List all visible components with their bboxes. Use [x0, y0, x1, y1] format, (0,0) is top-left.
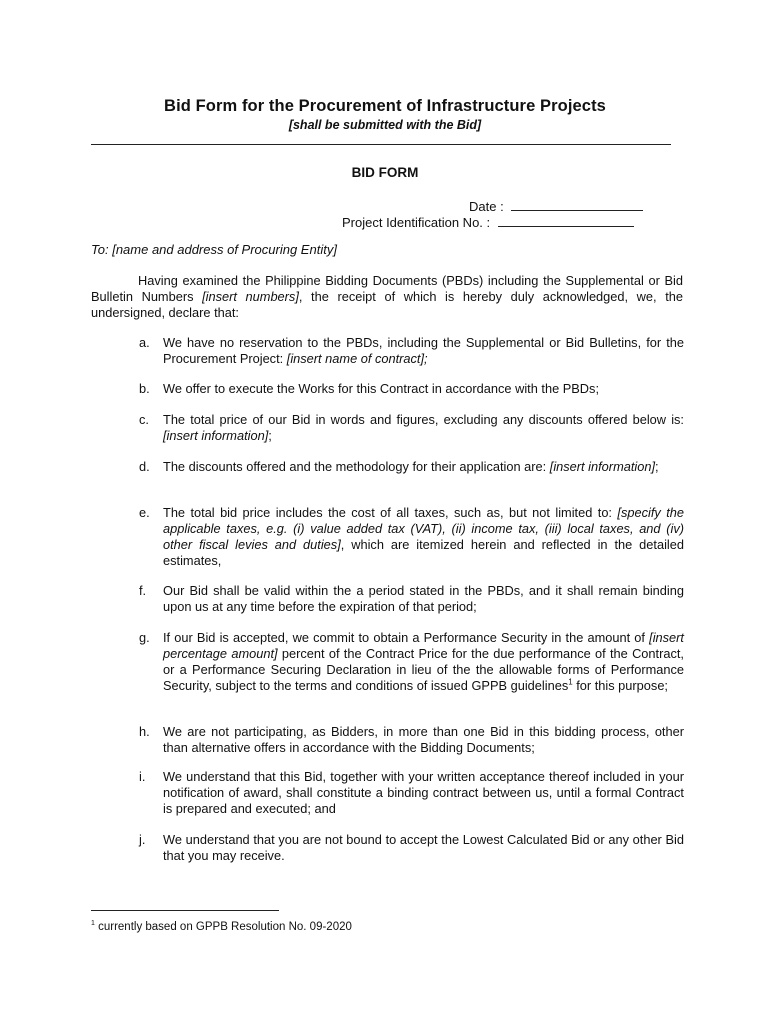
- list-item-i: [139, 769, 684, 817]
- item-letter: e.: [139, 505, 150, 520]
- footnote-divider: [91, 910, 279, 911]
- intro-paragraph: [91, 273, 683, 321]
- item-italic: [insert information]: [163, 428, 269, 443]
- footnote-ref: 1: [568, 677, 573, 687]
- item-text: The total price of our Bid in words and figures, excluding any discounts offered below is:: [163, 412, 684, 427]
- list-item-f: [139, 583, 684, 615]
- list-item-e: [139, 505, 684, 569]
- item-text: We understand that this Bid, together with your written acceptance thereof included in your notification of award, shall constitute a binding contract between us, until a formal Contract is prepared and executed; and: [163, 769, 684, 816]
- project-id-label: Project Identification No. :: [342, 215, 491, 230]
- item-text-end: for this purpose;: [572, 678, 668, 693]
- item-text: The discounts offered and the methodology for their application are:: [163, 459, 550, 474]
- list-item-c: [139, 412, 684, 444]
- item-letter: g.: [139, 630, 150, 645]
- item-italic: [specify the applicable taxes, e.g. (i) value added tax (VAT), (ii) income tax, (iii) local taxes, and (iv) other fiscal levies and duties]: [163, 505, 684, 552]
- date-label: Date :: [469, 199, 504, 214]
- item-text: The total bid price includes the cost of all taxes, such as, but not limited to:: [163, 505, 618, 520]
- date-field: [469, 199, 643, 214]
- intro-text-1: Having examined the Philippine Bidding Documents (PBDs) including the Supplemental or Bid Bulletin Numbers: [91, 273, 683, 304]
- footnote: [91, 921, 352, 933]
- item-letter: j.: [139, 832, 146, 847]
- footnote-text: currently based on GPPB Resolution No. 09-2020: [94, 921, 352, 933]
- item-text-mid: percent of the Contract Price for the due performance of the Contract, or a Performance Securing Declaration in lieu of the the allowable forms of Performance Security, subject to the terms and conditions of issued GPPB guidelines: [163, 646, 684, 693]
- footnote-number: 1: [91, 920, 95, 928]
- item-letter: i.: [139, 769, 146, 784]
- list-item-b: [139, 381, 684, 397]
- list-item-d: [139, 459, 684, 475]
- bid-form-heading: BID FORM: [351, 165, 419, 180]
- item-text: Our Bid shall be valid within the a period stated in the PBDs, and it shall remain binding upon us at any time before the expiration of that period;: [163, 583, 684, 614]
- project-id-blank: [498, 215, 634, 227]
- list-item-g: [139, 630, 684, 694]
- item-letter: b.: [139, 381, 150, 396]
- list-item-a: [139, 335, 684, 367]
- item-text: We understand that you are not bound to accept the Lowest Calculated Bid or any other Bid that you may receive.: [163, 832, 684, 863]
- project-id-field: [342, 215, 634, 230]
- title-divider: [91, 144, 671, 145]
- item-text: We are not participating, as Bidders, in more than one Bid in this bidding process, other than alternative offers in accordance with the Bidding Documents;: [163, 724, 684, 755]
- list-item-h: [139, 724, 684, 756]
- item-italic: [insert percentage amount]: [163, 630, 684, 661]
- addressee-line: To: [name and address of Procuring Entity]: [91, 242, 337, 257]
- item-letter: d.: [139, 459, 150, 474]
- date-blank: [511, 199, 643, 211]
- item-italic: [insert name of contract];: [286, 351, 428, 366]
- list-item-j: [139, 832, 684, 864]
- item-letter: h.: [139, 724, 150, 739]
- item-letter: c.: [139, 412, 149, 427]
- document-subtitle: [shall be submitted with the Bid]: [288, 118, 482, 132]
- item-letter: a.: [139, 335, 150, 350]
- item-text-end: ;: [655, 459, 659, 474]
- item-text: We have no reservation to the PBDs, including the Supplemental or Bid Bulletins, for the Procurement Project:: [163, 335, 684, 366]
- item-letter: f.: [139, 583, 147, 598]
- item-text-end: , which are itemized herein and reflected in the detailed estimates,: [163, 537, 684, 568]
- document-title: Bid Form for the Procurement of Infrastructure Projects: [164, 97, 606, 115]
- item-italic: [insert information]: [549, 459, 656, 474]
- intro-italic: [insert numbers]: [202, 289, 299, 304]
- item-text-end: ;: [268, 428, 272, 443]
- item-text: If our Bid is accepted, we commit to obtain a Performance Security in the amount of: [163, 630, 650, 645]
- intro-text-2: , the receipt of which is hereby duly acknowledged, we, the undersigned, declare that:: [91, 289, 683, 320]
- item-text: We offer to execute the Works for this Contract in accordance with the PBDs;: [163, 381, 600, 396]
